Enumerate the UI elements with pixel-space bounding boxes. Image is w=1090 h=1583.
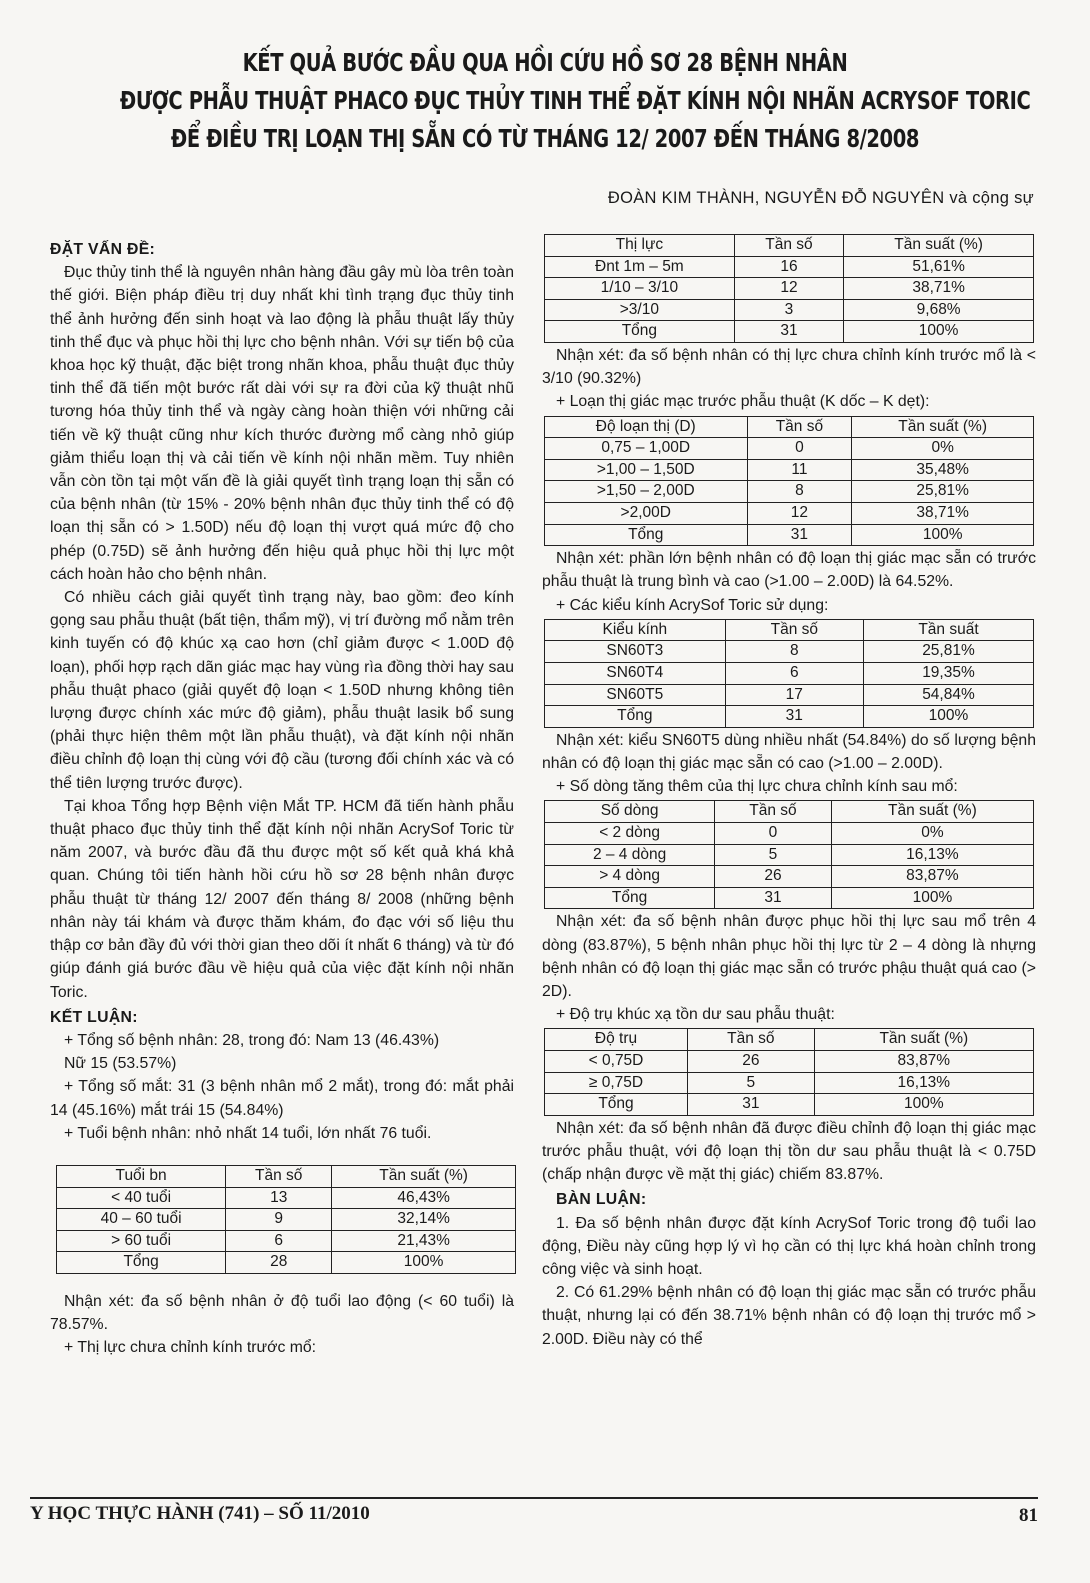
table-header-cell: Tần suất (%)	[814, 1029, 1033, 1051]
table-cell: 9	[226, 1209, 332, 1231]
table-cell: 100%	[852, 524, 1034, 546]
table-header-cell: Tần suất (%)	[852, 416, 1034, 438]
table-cell: 16,13%	[814, 1072, 1033, 1094]
residual-cylinder-intro: + Độ trụ khúc xạ tồn dư sau phẫu thuật:	[556, 1006, 835, 1024]
title-line-1: KẾT QUẢ BƯỚC ĐẦU QUA HỒI CỨU HỒ SƠ 28 BỆNH NHÂN	[242, 48, 848, 77]
table-header-cell: Số dòng	[545, 801, 715, 823]
journal-name: Y HỌC THỰC HÀNH (741) – SỐ 11/2010	[30, 1503, 370, 1524]
table-header-cell: Kiểu kính	[545, 619, 726, 641]
table-row	[545, 502, 1034, 524]
visual-acuity-note: Nhận xét: đa số bệnh nhân có thị lực chưa chỉnh kính trước mổ là < 3/10 (90.32%)	[542, 346, 1036, 388]
discussion-item-2: 2. Có 61.29% bệnh nhân có độ loạn thị giác mạc sẵn có trước phẫu thuật, nhưng lại có đến 38.71% bệnh nhân có độ loạn thị trước mổ > 2.00D. Điều này có thể	[542, 1284, 1036, 1348]
lines-gained-table	[544, 800, 1034, 909]
table-cell: 0%	[831, 822, 1033, 844]
lines-gained-note: Nhận xét: đa số bệnh nhân được phục hồi thị lực sau mổ trên 4 dòng (83.87%), 5 bệnh nhân phục hồi thị lực từ 2 – 4 dòng là nhựng bệnh nhân có độ loạn thị giác mạc sẵn có trước phậu thuật quá cao (> 2D).	[542, 913, 1036, 1000]
table-cell: 0	[715, 822, 832, 844]
table-row	[57, 1209, 516, 1231]
residual-cylinder-note: Nhận xét: đa số bệnh nhân đã được điều chỉnh độ loạn thị giác mạc trước phẫu thuật, với độ loạn thị tồn dư sau phẫu thuật là < 0.75D (chấp nhận được về mặt thị giác) chiếm 83.87%.	[542, 1119, 1036, 1184]
table-row	[545, 662, 1034, 684]
table-cell: 38,71%	[852, 502, 1034, 524]
table-cell: > 4 dòng	[545, 866, 715, 888]
table-cell: 32,14%	[332, 1209, 516, 1231]
age-note: Nhận xét: đa số bệnh nhân ở độ tuổi lao động (< 60 tuổi) là 78.57%.	[50, 1292, 514, 1334]
table-cell: ≥ 0,75D	[545, 1072, 688, 1094]
table-cell: 0	[747, 438, 852, 460]
visual-acuity-intro: + Thị lực chưa chỉnh kính trước mổ:	[64, 1339, 317, 1357]
table-cell: 0,75 – 1,00D	[545, 438, 748, 460]
table-cell: 35,48%	[852, 459, 1034, 481]
table-header-cell: Tần số	[688, 1029, 815, 1051]
conclusion-item-1: + Tổng số bệnh nhân: 28, trong đó: Nam 13 (46.43%)	[64, 1031, 440, 1049]
table-cell: 31	[715, 887, 832, 909]
table-header-cell: Tần suất	[863, 619, 1033, 641]
table-cell: 28	[226, 1252, 332, 1274]
title-line-3: ĐỂ ĐIỀU TRỊ LOẠN THỊ SẴN CÓ TỪ THÁNG 12/ 2007 ĐẾN THÁNG 8/2008	[170, 124, 920, 153]
table-header-row	[545, 619, 1034, 641]
table-cell: SN60T4	[545, 662, 726, 684]
table-cell: 3	[734, 299, 843, 321]
table-cell: SN60T3	[545, 641, 726, 663]
lens-type-note: Nhận xét: kiểu SN60T5 dùng nhiều nhất (54.84%) do số lượng bệnh nhân có độ loạn thị giác mạc sẵn có cao (>1.00 – 2.00D).	[542, 731, 1036, 772]
table-row	[57, 1252, 516, 1274]
page-footer	[30, 1497, 1038, 1525]
table-cell: 31	[734, 321, 843, 343]
table-cell: 25,81%	[863, 641, 1033, 663]
table-header-cell: Tần suất (%)	[831, 801, 1033, 823]
table-cell: < 0,75D	[545, 1050, 688, 1072]
table-cell: 6	[226, 1230, 332, 1252]
table-row	[545, 299, 1034, 321]
table-cell: > 60 tuổi	[57, 1230, 226, 1252]
table-row	[545, 684, 1034, 706]
lens-type-intro: + Các kiểu kính AcrySof Toric sử dụng:	[556, 596, 829, 614]
table-header-cell: Độ loạn thị (D)	[545, 416, 748, 438]
conclusion-item-4: + Tuổi bệnh nhân: nhỏ nhất 14 tuổi, lớn nhất 76 tuổi.	[64, 1124, 432, 1142]
table-cell: >2,00D	[545, 502, 748, 524]
article-title	[119, 44, 1031, 158]
table-header-cell: Tần số	[725, 619, 863, 641]
table-cell: 83,87%	[814, 1050, 1033, 1072]
table-cell: 31	[725, 706, 863, 728]
table-cell: 38,71%	[844, 278, 1034, 300]
table-cell: 83,87%	[831, 866, 1033, 888]
table-row	[545, 524, 1034, 546]
table-row	[545, 1094, 1034, 1116]
table-row	[545, 1050, 1034, 1072]
table-cell: 54,84%	[863, 684, 1033, 706]
table-cell: < 40 tuổi	[57, 1187, 226, 1209]
table-cell: < 2 dòng	[545, 822, 715, 844]
left-column	[50, 236, 514, 1360]
intro-paragraph-1: Đục thủy tinh thể là nguyên nhân hàng đầu gây mù lòa trên toàn thế giới. Biện pháp điều trị duy nhất khi tình trạng đục thủy tinh thể ảnh hưởng đến sinh hoạt và lao động là phẫu thuật lấy thủy tinh thể đục và phục hồi thị lực cho bệnh nhân. Với sự tiến bộ của khoa học kỹ thuật, đặc biệt trong nhãn khoa, phẫu thuật đục thủy tinh thể đã tiến một bước rất dài với sự ra đời của kỹ thuật nhũ tương hóa thủy tinh thể và ngày càng hoàn thiện với những cải tiến về kỹ thuật cũng như kích thước đường mổ càng nhỏ giúp giảm thiểu loạn thị và cải tiến về kính nội nhãn mềm. Tuy nhiên vẫn còn tồn tại một vấn đề là giải quyết tình trạng loạn thị sẵn có của bệnh nhân (từ 15% - 20% bệnh nhân đục thủy tinh thể có độ loạn thị sẵn có > 1.50D) nếu độ loạn thị vượt quá mức độ cho phép (0.75D) sẽ ảnh hưởng đến hiệu quả phục hồi thị lực một cách hoàn hảo cho bệnh nhân.	[50, 264, 514, 583]
table-cell: 100%	[863, 706, 1033, 728]
table-cell: 9,68%	[844, 299, 1034, 321]
table-cell: 5	[688, 1072, 815, 1094]
astigmatism-intro: + Loạn thị giác mạc trước phẫu thuật (K dốc – K dẹt):	[556, 393, 930, 411]
table-cell: 25,81%	[852, 481, 1034, 503]
table-cell: >3/10	[545, 299, 735, 321]
table-row	[545, 256, 1034, 278]
table-header-row	[545, 801, 1034, 823]
table-cell: Tổng	[545, 321, 735, 343]
table-cell: 2 – 4 dòng	[545, 844, 715, 866]
table-header-cell: Thị lực	[545, 235, 735, 257]
table-cell: 40 – 60 tuổi	[57, 1209, 226, 1231]
table-cell: Tổng	[545, 524, 748, 546]
table-header-row	[545, 416, 1034, 438]
astigmatism-note: Nhận xét: phần lớn bệnh nhân có độ loạn thị giác mạc sẵn có trước phẫu thuật là trung bình và cao (>1.00 – 2.00D) là 64.52%.	[542, 550, 1036, 591]
table-cell: 21,43%	[332, 1230, 516, 1252]
table-cell: 11	[747, 459, 852, 481]
table-cell: 100%	[831, 887, 1033, 909]
table-cell: 12	[747, 502, 852, 524]
table-cell: 100%	[332, 1252, 516, 1274]
table-cell: 100%	[844, 321, 1034, 343]
table-cell: Tổng	[57, 1252, 226, 1274]
page-number: 81	[1019, 1505, 1038, 1526]
table-header-row	[545, 1029, 1034, 1051]
table-header-cell: Tuổi bn	[57, 1165, 226, 1187]
table-row	[545, 438, 1034, 460]
table-cell: 26	[688, 1050, 815, 1072]
table-header-row	[57, 1165, 516, 1187]
heading-conclusion: KẾT LUẬN:	[50, 1008, 138, 1026]
table-cell: 8	[747, 481, 852, 503]
table-cell: >1,50 – 2,00D	[545, 481, 748, 503]
lines-gained-intro: + Số dòng tăng thêm của thị lực chưa chỉnh kính sau mổ:	[556, 778, 958, 796]
table-header-row	[545, 235, 1034, 257]
table-header-cell: Độ trụ	[545, 1029, 688, 1051]
title-line-2: ĐƯỢC PHẪU THUẬT PHACO ĐỤC THỦY TINH THỂ ĐẶT KÍNH NỘI NHÃN ACRYSOF TORIC	[119, 86, 1031, 115]
table-row	[545, 887, 1034, 909]
table-cell: 31	[688, 1094, 815, 1116]
right-column	[542, 232, 1036, 1351]
table-cell: SN60T5	[545, 684, 726, 706]
table-cell: 31	[747, 524, 852, 546]
table-cell: 1/10 – 3/10	[545, 278, 735, 300]
intro-paragraph-3: Tại khoa Tổng hợp Bệnh viện Mắt TP. HCM đã tiến hành phẫu thuật phaco đục thủy tinh thể đặt kính nội nhãn AcrySof Toric từ năm 2007, và bước đầu đã thu được một số kết quả khá khả quan. Chúng tôi tiến hành hồi cứu hồ sơ 28 bệnh nhân được phẫu thuật từ tháng 12/ 2007 đến tháng 8/ 2008 (những bệnh nhân này tái khám và được thăm khám, đo đạc với số liệu thu thập cơ bản đầy đủ với thời gian theo dõi ít nhất 6 tháng) và từ đó giúp đánh giá bước đầu về hiệu quả của việc đặt kính nội nhãn Toric.	[50, 797, 514, 1001]
table-row	[545, 459, 1034, 481]
table-header-cell: Tần số	[226, 1165, 332, 1187]
heading-introduction: ĐẶT VẤN ĐỀ:	[50, 241, 156, 258]
table-cell: 0%	[852, 438, 1034, 460]
table-cell: 51,61%	[844, 256, 1034, 278]
table-row	[545, 706, 1034, 728]
table-cell: Tổng	[545, 1094, 688, 1116]
table-cell: 26	[715, 866, 832, 888]
table-header-cell: Tần suất (%)	[844, 235, 1034, 257]
table-cell: 46,43%	[332, 1187, 516, 1209]
table-row	[545, 481, 1034, 503]
table-cell: 16	[734, 256, 843, 278]
table-row	[57, 1187, 516, 1209]
table-cell: >1,00 – 1,50D	[545, 459, 748, 481]
table-cell: 100%	[814, 1094, 1033, 1116]
table-header-cell: Tần số	[715, 801, 832, 823]
table-row	[57, 1230, 516, 1252]
table-header-cell: Tần suất (%)	[332, 1165, 516, 1187]
astigmatism-table	[544, 416, 1034, 547]
discussion-item-1: 1. Đa số bệnh nhân được đặt kính AcrySof Toric trong độ tuổi lao động, Điều này cũng hợp lý vì họ cần có thị lực khá hoàn chỉnh trong công việc và sinh hoạt.	[542, 1214, 1036, 1278]
table-row	[545, 1072, 1034, 1094]
heading-discussion: BÀN LUẬN:	[556, 1191, 647, 1209]
lens-type-table	[544, 619, 1034, 728]
table-cell: 6	[725, 662, 863, 684]
authors: ĐOÀN KIM THÀNH, NGUYỄN ĐỖ NGUYÊN và cộng sự	[607, 189, 1034, 207]
table-row	[545, 844, 1034, 866]
intro-paragraph-2: Có nhiều cách giải quyết tình trạng này, bao gồm: đeo kính gọng sau phẫu thuật (bất tiện, thẩm mỹ), vị trí đường mổ nằm trên kinh tuyến có độ khúc xạ cao hơn (chỉ giảm được < 1.00D độ loạn), phối hợp rạch dãn giác mạc hay vùng rìa đồng thời hay sau phẫu thuật phaco (giải quyết độ loạn < 1.50D nhưng không tiên lượng được chính xác mức độ giảm), phẫu thuật lasik bổ sung (phải thực hiện thêm một lần phẫu thuật), và đặt kính nội nhãn điều chỉnh độ loạn thị cùng với độ cầu (tương đối chính xác và có thể tiên lượng trước được).	[50, 589, 514, 792]
conclusion-item-2: Nữ 15 (53.57%)	[64, 1055, 177, 1073]
table-row	[545, 641, 1034, 663]
table-header-cell: Tần số	[734, 235, 843, 257]
conclusion-item-3: + Tổng số mắt: 31 (3 bệnh nhân mổ 2 mắt), trong đó: mắt phải 14 (45.16%) mắt trái 15 (54.84%)	[50, 1078, 514, 1119]
table-cell: 16,13%	[831, 844, 1033, 866]
table-cell: 5	[715, 844, 832, 866]
table-cell: Tổng	[545, 887, 715, 909]
table-row	[545, 321, 1034, 343]
table-cell: Tổng	[545, 706, 726, 728]
age-table	[56, 1165, 516, 1274]
residual-cylinder-table	[544, 1028, 1034, 1115]
table-cell: 19,35%	[863, 662, 1033, 684]
table-row	[545, 822, 1034, 844]
table-cell: 12	[734, 278, 843, 300]
visual-acuity-table	[544, 234, 1034, 343]
table-row	[545, 866, 1034, 888]
table-row	[545, 278, 1034, 300]
table-cell: Đnt 1m – 5m	[545, 256, 735, 278]
table-header-cell: Tần số	[747, 416, 852, 438]
table-cell: 8	[725, 641, 863, 663]
table-cell: 13	[226, 1187, 332, 1209]
table-cell: 17	[725, 684, 863, 706]
